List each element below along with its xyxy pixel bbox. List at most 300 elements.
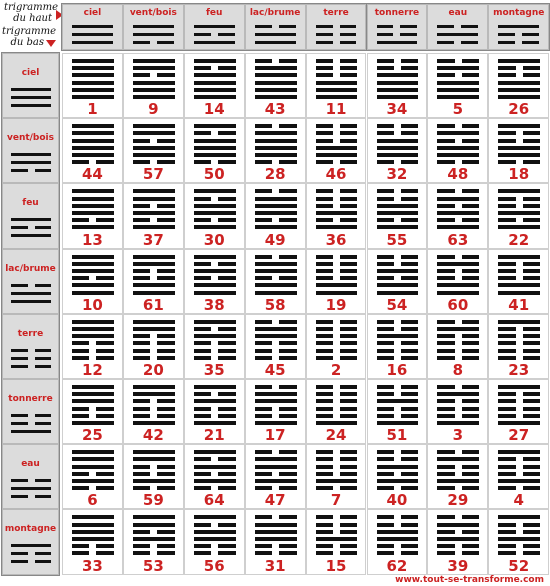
yang-line <box>72 523 114 527</box>
yin-line-segment <box>316 276 333 280</box>
yin-line-segment <box>194 262 211 266</box>
yang-line <box>255 88 297 92</box>
yin-line-segment <box>498 544 515 548</box>
yin-line-segment <box>522 33 539 36</box>
hexagram-number: 61 <box>142 295 164 314</box>
yang-line <box>11 544 51 547</box>
hexagram-cell <box>488 249 549 314</box>
hexagram-number: 44 <box>82 165 103 184</box>
yang-line <box>133 291 175 295</box>
yin-line-segment <box>401 131 418 135</box>
yang-line <box>194 146 236 150</box>
yin-line-segment <box>316 544 333 548</box>
hexagram-cell <box>367 249 428 314</box>
yang-line <box>194 153 236 157</box>
yin-line-segment <box>340 551 357 555</box>
yin-line-segment <box>498 204 515 208</box>
yin-line-segment <box>11 552 28 555</box>
yin-line-segment <box>157 349 174 353</box>
upper-trigram-name: feu <box>206 8 223 18</box>
yin-line-segment <box>523 392 540 396</box>
yang-line <box>498 537 540 541</box>
yang-line <box>133 283 175 287</box>
yin-line-segment <box>340 392 357 396</box>
yang-line <box>498 320 540 324</box>
hexagram-number: 43 <box>264 100 286 119</box>
yin-line-segment <box>316 189 333 193</box>
yang-line <box>11 153 51 156</box>
yang-line <box>437 537 479 541</box>
yin-line-segment <box>498 269 515 273</box>
hexagram-number: 52 <box>508 556 530 575</box>
yin-line-segment <box>401 523 418 527</box>
yin-line-segment <box>133 160 150 164</box>
yin-line-segment <box>157 414 174 418</box>
lower-trigram-label: trigramme du bas <box>2 26 57 48</box>
yin-line-segment <box>377 450 394 454</box>
yang-line <box>72 211 114 215</box>
yin-line-segment <box>340 457 357 461</box>
yin-line-segment <box>194 551 211 555</box>
yin-line-segment <box>255 349 272 353</box>
yin-line-segment <box>279 551 296 555</box>
yin-line-segment <box>255 544 272 548</box>
yang-line <box>377 399 419 403</box>
yin-line-segment <box>279 341 296 345</box>
yin-line-segment <box>377 414 394 418</box>
yin-line-segment <box>194 414 211 418</box>
yin-line-segment <box>255 218 272 222</box>
yin-line-segment <box>96 160 113 164</box>
yin-line-segment <box>340 131 357 135</box>
yin-line-segment <box>377 407 394 411</box>
yang-line <box>133 515 175 519</box>
yang-line <box>255 399 297 403</box>
yang-line <box>316 537 358 541</box>
yin-line-segment <box>340 66 357 70</box>
yin-line-segment <box>340 33 357 36</box>
yang-line <box>316 479 358 483</box>
yang-line <box>498 255 540 259</box>
yang-line <box>255 530 297 534</box>
yin-line-segment <box>35 552 52 555</box>
yin-line-segment <box>401 218 418 222</box>
yang-line <box>133 262 175 266</box>
yin-line-segment <box>437 450 454 454</box>
yin-line-segment <box>255 255 272 259</box>
upper-trigram-symbol <box>377 25 418 44</box>
yang-line <box>498 291 540 295</box>
hexagram-symbol <box>498 515 540 555</box>
yang-line <box>72 146 114 150</box>
hexagram-symbol <box>377 320 419 360</box>
yin-line-segment <box>523 197 540 201</box>
yang-line <box>377 73 419 77</box>
yin-line-segment <box>316 320 333 324</box>
hexagram-symbol <box>194 189 236 229</box>
yin-line-segment <box>157 544 174 548</box>
hexagram-number: 26 <box>508 100 530 119</box>
row-header <box>2 249 59 314</box>
yin-line-segment <box>498 530 515 534</box>
yin-line-segment <box>316 197 333 201</box>
yang-line <box>437 291 479 295</box>
hexagram-symbol <box>133 385 175 425</box>
yin-line-segment <box>72 341 89 345</box>
yang-line <box>133 189 175 193</box>
yang-line <box>316 81 358 85</box>
yin-line-segment <box>218 472 235 476</box>
yin-line-segment <box>157 551 174 555</box>
yin-line-segment <box>523 472 540 476</box>
yin-line-segment <box>523 341 540 345</box>
yin-line-segment <box>462 399 479 403</box>
yin-line-segment <box>437 124 454 128</box>
hexagram-cell <box>306 249 367 314</box>
yin-line-segment <box>523 530 540 534</box>
yang-line <box>498 153 540 157</box>
yang-line <box>133 327 175 331</box>
hexagram-cell <box>62 183 123 248</box>
yin-line-segment <box>316 66 333 70</box>
yin-line-segment <box>340 73 357 77</box>
hexagram-number: 58 <box>264 295 286 314</box>
yang-line <box>72 81 114 85</box>
row-header <box>2 53 59 118</box>
yin-line-segment <box>218 349 235 353</box>
yin-line-segment <box>194 407 211 411</box>
yin-line-segment <box>523 407 540 411</box>
yin-line-segment <box>377 515 394 519</box>
hexagram-symbol <box>437 255 479 295</box>
yin-line-segment <box>11 560 28 563</box>
yin-line-segment <box>194 457 211 461</box>
yin-line-segment <box>437 334 454 338</box>
yang-line <box>133 211 175 215</box>
yin-line-segment <box>133 349 150 353</box>
hexagram-symbol <box>316 59 358 99</box>
yang-line <box>255 537 297 541</box>
yang-line <box>437 479 479 483</box>
hexagram-cell <box>245 444 306 509</box>
yin-line-segment <box>133 269 150 273</box>
yin-line-segment <box>462 73 479 77</box>
yin-line-segment <box>255 450 272 454</box>
yin-line-segment <box>340 139 357 143</box>
hexagram-cell <box>245 118 306 183</box>
hexagram-symbol <box>377 450 419 490</box>
yin-line-segment <box>401 66 418 70</box>
upper-trigram-symbol <box>255 25 296 44</box>
yang-line <box>255 131 297 135</box>
yang-line <box>377 225 419 229</box>
yang-line <box>72 320 114 324</box>
yin-line-segment <box>437 341 454 345</box>
hexagram-symbol <box>133 59 175 99</box>
hexagram-cell <box>62 509 123 574</box>
yang-line <box>437 523 479 527</box>
hexagram-cell <box>123 314 184 379</box>
yin-line-segment <box>255 486 272 490</box>
yin-line-segment <box>340 255 357 259</box>
yin-line-segment <box>316 472 333 476</box>
yang-line <box>72 283 114 287</box>
yin-line-segment <box>340 341 357 345</box>
yin-line-segment <box>194 544 211 548</box>
hexagram-number: 50 <box>203 165 225 184</box>
yin-line-segment <box>437 530 454 534</box>
hexagram-number: 19 <box>325 295 347 314</box>
yin-line-segment <box>218 131 235 135</box>
yin-line-segment <box>401 457 418 461</box>
yin-line-segment <box>462 356 479 360</box>
yin-line-segment <box>218 327 235 331</box>
yin-line-segment <box>316 414 333 418</box>
yin-line-segment <box>401 450 418 454</box>
yang-line <box>437 153 479 157</box>
yin-line-segment <box>35 226 52 229</box>
yin-line-segment <box>377 197 394 201</box>
yang-line <box>72 204 114 208</box>
yang-line <box>437 262 479 266</box>
yin-line-segment <box>400 33 417 36</box>
yin-line-segment <box>133 73 150 77</box>
yin-line-segment <box>72 349 89 353</box>
hexagram-symbol <box>316 450 358 490</box>
yin-line-segment <box>194 486 211 490</box>
hexagram-number: 3 <box>452 426 464 445</box>
yang-line <box>437 211 479 215</box>
yang-line <box>194 81 236 85</box>
yang-line <box>377 283 419 287</box>
yin-line-segment <box>377 66 394 70</box>
yin-line-segment <box>11 357 28 360</box>
upper-trigram-symbol <box>72 25 113 44</box>
yin-line-segment <box>401 341 418 345</box>
yin-line-segment <box>157 218 174 222</box>
hexagram-number: 21 <box>203 426 225 445</box>
hexagram-number: 16 <box>386 360 408 379</box>
yin-line-segment <box>523 262 540 266</box>
yin-line-segment <box>133 204 150 208</box>
yin-line-segment <box>401 327 418 331</box>
hexagram-cell <box>245 314 306 379</box>
yin-line-segment <box>316 139 333 143</box>
yang-line <box>72 530 114 534</box>
yin-line-segment <box>462 139 479 143</box>
yin-line-segment <box>72 356 89 360</box>
hexagram-number: 20 <box>142 360 164 379</box>
yin-line-segment <box>377 544 394 548</box>
hexagram-symbol <box>194 515 236 555</box>
yang-line <box>498 515 540 519</box>
lower-trigram-symbol <box>11 479 51 498</box>
yin-line-segment <box>316 131 333 135</box>
upper-trigram-name: eau <box>448 8 468 18</box>
hexagram-cell <box>123 249 184 314</box>
yin-line-segment <box>523 399 540 403</box>
yin-line-segment <box>437 551 454 555</box>
upper-trigram-name: ciel <box>83 8 102 18</box>
hexagram-cell <box>306 379 367 444</box>
yin-line-segment <box>316 349 333 353</box>
yin-line-segment <box>462 59 479 63</box>
hexagram-cell <box>184 444 245 509</box>
yin-line-segment <box>316 407 333 411</box>
lower-trigram-symbol <box>11 153 51 172</box>
hexagram-number: 47 <box>264 491 286 510</box>
upper-trigram-symbol <box>316 25 357 44</box>
hexagram-cell <box>488 183 549 248</box>
yin-line-segment <box>218 414 235 418</box>
hexagram-cell <box>62 118 123 183</box>
hexagram-cell <box>427 379 488 444</box>
yang-line <box>11 234 51 237</box>
yin-line-segment <box>96 349 113 353</box>
yin-line-segment <box>72 160 89 164</box>
yin-line-segment <box>437 59 454 63</box>
yin-line-segment <box>35 414 52 417</box>
yang-line <box>194 139 236 143</box>
yang-line <box>498 211 540 215</box>
column-header <box>62 4 123 50</box>
yin-line-segment <box>377 523 394 527</box>
yin-line-segment <box>340 25 357 28</box>
yin-line-segment <box>218 160 235 164</box>
yin-line-segment <box>498 327 515 331</box>
yang-line <box>437 457 479 461</box>
yin-line-segment <box>316 385 333 389</box>
yin-line-segment <box>316 218 333 222</box>
yin-line-segment <box>523 486 540 490</box>
yin-line-segment <box>437 204 454 208</box>
hexagram-number: 45 <box>264 360 286 379</box>
hexagram-cell <box>184 314 245 379</box>
yang-line <box>133 25 174 28</box>
yin-line-segment <box>401 160 418 164</box>
yin-line-segment <box>96 407 113 411</box>
row-header <box>2 183 59 248</box>
yang-line <box>255 392 297 396</box>
yin-line-segment <box>72 486 89 490</box>
hexagram-number: 23 <box>508 360 530 379</box>
hexagram-number: 12 <box>82 360 103 379</box>
yin-line-segment <box>157 73 174 77</box>
hexagram-cell <box>62 53 123 118</box>
hexagram-symbol <box>194 385 236 425</box>
hexagram-cell <box>184 183 245 248</box>
yin-line-segment <box>279 544 296 548</box>
yin-line-segment <box>279 414 296 418</box>
yin-line-segment <box>340 385 357 389</box>
yin-line-segment <box>437 276 454 280</box>
yin-line-segment <box>316 399 333 403</box>
yang-line <box>437 283 479 287</box>
yang-line <box>498 88 540 92</box>
hexagram-symbol <box>498 385 540 425</box>
yang-line <box>194 59 236 63</box>
hexagram-cell <box>367 53 428 118</box>
yin-line-segment <box>461 41 478 44</box>
yin-line-segment <box>437 139 454 143</box>
yin-line-segment <box>340 399 357 403</box>
yin-line-segment <box>377 33 394 36</box>
yang-line <box>498 479 540 483</box>
hexagram-cell <box>427 249 488 314</box>
hexagram-number: 41 <box>508 295 530 314</box>
yin-line-segment <box>35 365 52 368</box>
yin-line-segment <box>437 465 454 469</box>
yang-line <box>194 320 236 324</box>
yin-line-segment <box>316 124 333 128</box>
yin-line-segment <box>316 465 333 469</box>
yin-line-segment <box>498 551 515 555</box>
yang-line <box>72 334 114 338</box>
yin-line-segment <box>72 414 89 418</box>
hexagram-cell <box>62 314 123 379</box>
yin-line-segment <box>498 218 515 222</box>
yang-line <box>255 465 297 469</box>
yin-line-segment <box>255 189 272 193</box>
hexagram-cell <box>427 183 488 248</box>
yin-line-segment <box>462 349 479 353</box>
hexagram-symbol <box>377 385 419 425</box>
hexagram-symbol <box>437 450 479 490</box>
yin-line-segment <box>35 422 52 425</box>
yang-line <box>377 530 419 534</box>
yang-line <box>72 457 114 461</box>
yin-line-segment <box>218 218 235 222</box>
yin-line-segment <box>316 392 333 396</box>
yin-line-segment <box>96 551 113 555</box>
yang-line <box>72 291 114 295</box>
yang-line <box>377 204 419 208</box>
yang-line <box>72 269 114 273</box>
hexagram-symbol <box>194 255 236 295</box>
hexagram-symbol <box>255 59 297 99</box>
yin-line-segment <box>401 356 418 360</box>
hexagram-cell <box>367 379 428 444</box>
yin-line-segment <box>157 399 174 403</box>
yang-line <box>72 327 114 331</box>
yin-line-segment <box>316 204 333 208</box>
yin-line-segment <box>340 356 357 360</box>
yin-line-segment <box>35 479 52 482</box>
yin-line-segment <box>157 269 174 273</box>
hexagram-number: 7 <box>330 491 342 510</box>
yin-line-segment <box>72 472 89 476</box>
yang-line <box>11 292 51 295</box>
hexagram-number: 2 <box>330 360 342 379</box>
upper-trigram-name: vent/bois <box>129 8 177 18</box>
yang-line <box>72 450 114 454</box>
hexagram-symbol <box>255 320 297 360</box>
yin-line-segment <box>437 73 454 77</box>
column-header <box>123 4 184 50</box>
yin-line-segment <box>133 530 150 534</box>
hexagram-number: 49 <box>264 230 286 249</box>
yang-line <box>194 225 236 229</box>
yin-line-segment <box>462 255 479 259</box>
hexagram-cell <box>427 118 488 183</box>
yin-line-segment <box>437 189 454 193</box>
hexagram-cell <box>306 314 367 379</box>
upper-trigram-name: tonnerre <box>374 8 420 18</box>
yang-line <box>437 33 478 36</box>
yang-line <box>255 211 297 215</box>
yin-line-segment <box>340 407 357 411</box>
yang-line <box>498 25 539 28</box>
